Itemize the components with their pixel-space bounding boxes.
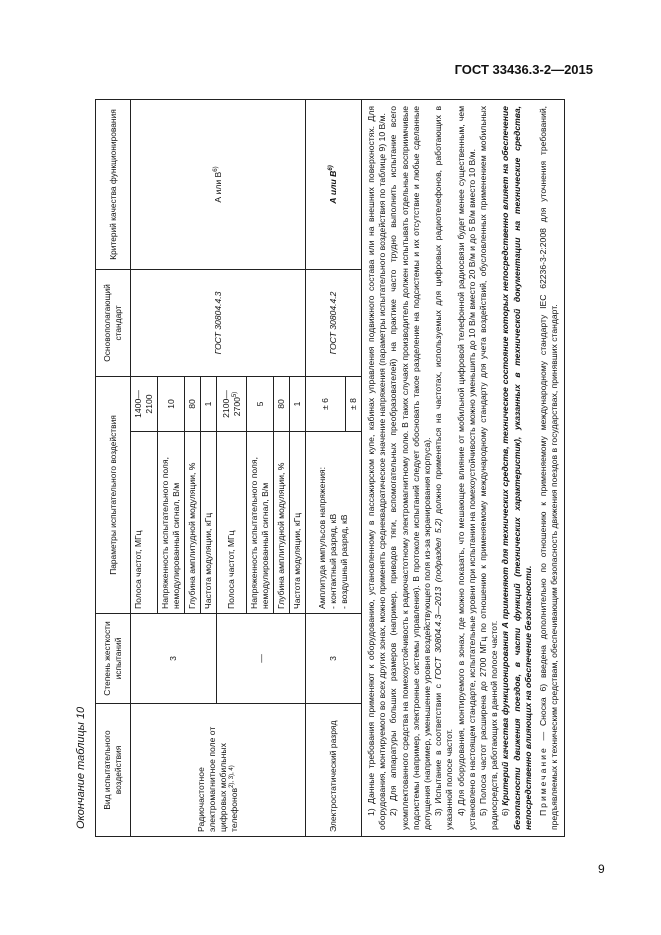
param-cell: Напряженность испытательного поля, немодулированный сигнал, В/м bbox=[158, 432, 185, 614]
footnote-1: 1) Данные требования применяют к оборудованию, установленному в пассажирском купе, кабинах управления подвижного состава или на внешних поверхностях. Для оборудования, монтируемого во всех других зонах, можно применять среднеквадратическое значение напряжения (параметры испытательного воздействия по таблице 9) 10 В/м. bbox=[366, 105, 388, 830]
radio-standard-cell: ГОСТ 30804.4.3 bbox=[131, 269, 306, 376]
value-cell: 2100—2700$^{5)}$ bbox=[217, 376, 247, 431]
rotated-table-block bbox=[75, 100, 580, 837]
page-number: 9 bbox=[598, 862, 605, 876]
header-severity: Степень жесткости испытаний bbox=[96, 614, 131, 704]
header-effect-type: Вид испытательного воздействия bbox=[96, 704, 131, 837]
value-cell: 1400—2100 bbox=[131, 376, 158, 431]
param-cell: Глубина амплитудной модуляции, % bbox=[185, 432, 201, 614]
param-cell: Частота модуляции, кГц bbox=[201, 432, 217, 614]
value-cell: 1 bbox=[290, 376, 306, 431]
param-cell: Полоса частот, МГц bbox=[131, 432, 158, 614]
table-header-row bbox=[96, 99, 131, 836]
esd-severity-cell: 3 bbox=[306, 614, 362, 704]
value-cell: 10 bbox=[158, 376, 185, 431]
esd-standard-cell: ГОСТ 30804.4.2 bbox=[306, 269, 362, 376]
value-cell: ± 8 bbox=[346, 376, 362, 431]
radio-criterion-cell: А или $В^{6)}$ bbox=[131, 99, 306, 269]
param-cell: Глубина амплитудной модуляции, % bbox=[274, 432, 290, 614]
footnote-6: 6) Критерий качества функционирования А применяют для технических средств, техническое состояние которых непосредственно влияет на обеспечение безопасности движения поездов, в части функций (технических характеристик), указанных в технической документации на технические средства, непосредственно влияющих на обеспечение безопасности. bbox=[500, 105, 533, 830]
value-cell: 80 bbox=[274, 376, 290, 431]
value-cell: 1 bbox=[201, 376, 217, 431]
table-row bbox=[131, 99, 158, 836]
value-cell: 5 bbox=[247, 376, 274, 431]
emc-table bbox=[95, 99, 565, 837]
radio-severity-a: 3 bbox=[131, 614, 217, 704]
param-cell: Напряженность испытательного поля, немодулированный сигнал, В/м bbox=[247, 432, 274, 614]
table-remark: Примечание — Сноска 6) введена дополнительно по отношению к применяемому международному стандарту IEC 62236-3-2:2008 для уточнения требований, предъявляемых к техническим средствам, обеспечивающим безопасность движения поездов в государствах, принявших стандарт. bbox=[538, 105, 560, 830]
esd-param-cell: Амплитуда импульсов напряжения: - контактный разряд, кВ - воздушный разряд, кВ bbox=[306, 432, 362, 614]
header-base-standard: Основополагающий стандарт bbox=[96, 269, 131, 376]
value-cell: ± 6 bbox=[306, 376, 346, 431]
header-parameters: Параметры испытательного воздействия bbox=[96, 376, 131, 613]
radio-severity-b: — bbox=[217, 614, 306, 704]
param-cell: Частота модуляции, кГц bbox=[290, 432, 306, 614]
esd-criterion-cell: А или $В^{6)}$ bbox=[306, 99, 362, 269]
value-cell: 80 bbox=[185, 376, 201, 431]
footnote-3: 3) Испытание в соответствии с ГОСТ 30804.4.3—2013 (подраздел 5.2) должно применяться на частотах, используемых для цифровых радиотелефонов, работающих в указанной полосе частот. bbox=[433, 105, 455, 830]
footnote-5: 5) Полоса частот расширена до 2700 МГц по отношению к применяемому международному стандарту для учета воздействий, обусловленных применением мобильных радиосредств, работающих в данной полосе частот. bbox=[478, 105, 500, 830]
footnote-4: 4) Для оборудования, монтируемого в зонах, где можно показать, что мешающее влияние от мобильной цифровой телефонной радиосвязи будет менее существенным, чем установлено в настоящем стандарте, испытательные уровни при испытании на помехоустойчивость можно уменьшить до 10 В/м вместо 20 В/м и до 5 В/м вместо 10 В/м. bbox=[455, 105, 477, 830]
table-row bbox=[306, 99, 346, 836]
esd-effect-cell: Электростатический разряд bbox=[306, 704, 362, 837]
footnote-2: 2) Для аппаратуры больших размеров (например, приводов тяги, вспомогательных преобразователей) на практике часто трудно выполнить испытание всего укомплектованного средства на помехоустойчивость к радиочастотному электромагнитному полю. В таких случаях производитель должен испытывать отдельные восприимчивые подсистемы (например, электронные системы управления). В протоколе испытаний следует обосновать такое разделение на подсистемы и их отсутствие и любые сделанные допущения (например, уменьшение уровня воздействующего поля из-за экранирования корпуса). bbox=[388, 105, 433, 830]
footnotes-cell bbox=[362, 99, 565, 836]
document-header: ГОСТ 33436.3-2—2015 bbox=[454, 62, 593, 77]
table-caption: Окончание таблицы 10 bbox=[75, 706, 87, 829]
radio-effect-cell: Радиочастотное электромагнитное поле от цифровых мобильных телефонов$^{2), 3), 4)}$ bbox=[131, 704, 306, 837]
notes-row bbox=[362, 99, 565, 836]
param-cell: Полоса частот, МГц bbox=[217, 432, 247, 614]
header-criterion: Критерий качества функционирования bbox=[96, 99, 131, 269]
